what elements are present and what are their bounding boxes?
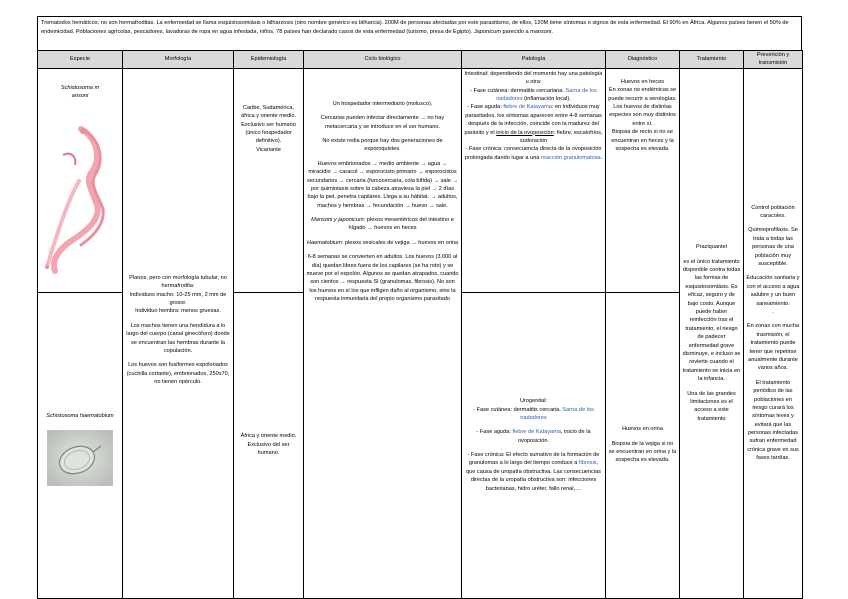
document [37, 16, 802, 599]
path-uro-acute-blue: fiebre de Katayama [512, 429, 562, 436]
path-int-title: Intestinal: dependiendo del momento hay una patología u otra: [464, 70, 603, 86]
cycle-line-1: Un hospedador intermediario (molusco). [332, 100, 433, 107]
intro-italic-mansoni: mansoni [530, 28, 552, 35]
cycle-mansoni-japonicum [306, 216, 459, 233]
morphology-line-1: Planos, pero con morfología tubular, no hermafrodita: [129, 274, 227, 290]
pathology-intestinal-cell [462, 68, 606, 292]
cycle-line-2: Cercarias pueden infectar directamente → no hay metacercaria y se introduce en el ser humano. [320, 115, 445, 130]
diag-mansoni-2: En zonas no endémicas se puede recurrir a serologías. Los huevos de distintas especies son muy distintos entre sí. [608, 87, 677, 127]
path-int-chronic-b: . [600, 154, 603, 161]
path-int-skin [464, 87, 603, 104]
intro-text: Trematodos hemáticos: no son hermafroditas. La enfermedad se llama esquistosomiásis o bilharzosis (otro nombre genérico es bilharcia). 200M de personas afectadas por este parasitismo, de ellos, 120M tiene síntomas o signos de esta enfermedad. El 90% en África. Algunos países tienen el 50% de endemicidad. Poblaciones agrícolas, pescadores, lavadoras de ropa en agua infestada, niños. 78 países han declarado casos de esta enfermedad (turismo, presa de Egipto). [41, 20, 789, 35]
treatment-drug: Praziquantel [695, 244, 728, 251]
header-prevencion: Prevención y transmisión [744, 51, 803, 69]
path-int-acute [464, 103, 603, 145]
pathology-urogenital-cell [462, 292, 606, 598]
path-int-skin-b: (inflamación local). [522, 95, 571, 102]
cycle-mj-italic: Mansoni y japonicum [311, 217, 364, 224]
diag-haem-1: Huevos en orina [622, 426, 663, 433]
morphology-line-3: Individuo hembra: menos gruesas. [135, 308, 221, 315]
species-haematobium-name: Schistosoma haematobium [46, 412, 114, 419]
cycle-line-3: No existe redia porque hay dos generaciones de esporoquistes. [322, 137, 443, 153]
header-morfologia: Morfología [123, 51, 234, 69]
intro-tail: parecido a [500, 28, 531, 35]
epi-haem-1: África y oriente medio. [240, 433, 297, 440]
cycle-mj-text: : plexos mesentéricos del intestino e hígado → huevos en heces [348, 217, 454, 232]
cycle-h-italic: Haematobium [306, 239, 342, 246]
morphology-line-4: Los machos tienen una hendidura a lo largo del cuerpo (canal ginecóforo) donde se encuentran las hembras durante la copulación. [126, 322, 230, 354]
epi-mansoni-3: Vicariante [256, 146, 281, 153]
treatment-cell [680, 68, 744, 598]
diagnosis-mansoni-cell [606, 68, 680, 292]
path-uro-chronic-b: , que causa de uropatía obstructiva. Las consecuencias directas de la uropatía obstructiva son: infecciones bacterianas, hidro uréter, fallo renal, ... [466, 460, 601, 492]
intro-paragraph [37, 16, 802, 50]
prevention-cell [744, 68, 803, 598]
path-int-acute-blue: fiebre de Katayama [503, 104, 552, 111]
prevention-3: Educación sanitaria y con el acceso a agua salubre y un buen saneamiento. [746, 275, 800, 307]
path-uro-title: Urogenital: [519, 398, 548, 405]
path-int-acute-a: - Fase aguda: [467, 104, 504, 111]
path-uro-chronic-a: - Fase crónica: El efecto sumativo de la formación de granulomas a lo largo del tiempo conduce a [467, 452, 600, 467]
path-int-chronic [464, 145, 603, 162]
prevention-2: Quimioprofilaxis. Se trata a todas las personas de una población muy susceptible. [748, 227, 798, 268]
header-epidemiologia: Epidemiología [234, 51, 304, 69]
header-especie: Especie [38, 51, 123, 69]
row-mansoni [38, 68, 803, 292]
path-int-acute-c: : fiebre, escalofríos, sudoración [519, 129, 603, 144]
prevention-5: En zonas con mucha trasmisión, el tratamiento puede tener que repetirse anualmente durante varios años. [746, 323, 800, 372]
morphology-line-2: Individuos macho: 10-25 mm, 2 mm de grosor. [129, 291, 227, 306]
epi-mansoni-1: Caribe, Sudamérica, áfrica y oriente medio. [240, 104, 297, 120]
diag-mansoni-3: Biopsia de recto si no se encuentran en heces y la sospecha es elevada. [611, 129, 674, 152]
prevention-4: . [772, 309, 774, 315]
path-uro-acute [464, 428, 603, 445]
schistosoma-haematobium-image [47, 430, 113, 486]
path-int-acute-ul: inicio de la ovoposición [496, 129, 554, 136]
intro-italic-japonicum: Japonicum [473, 28, 501, 35]
species-haematobium-cell [38, 292, 123, 598]
header-patologia: Patología [462, 51, 606, 69]
path-uro-chronic [464, 451, 603, 493]
path-uro-skin-a: - Fase cutánea: dermatitis cercaria. [473, 406, 563, 413]
diag-mansoni-1: Huevos en heces [620, 78, 665, 85]
species-mansoni-cell [38, 68, 123, 292]
path-uro-skin [464, 406, 603, 423]
path-uro-skin-blue: Sarna de los nadadores [520, 406, 594, 421]
header-tratamiento: Tratamiento [680, 51, 744, 69]
cycle-cell [304, 68, 462, 598]
prevention-1: Control población caracoles. [751, 204, 795, 220]
cycle-h-text: : plexos vesicales de vejiga → huevos en orina [341, 239, 459, 246]
header-diagnostico: Diagnóstico [606, 51, 680, 69]
species-mansoni-name: Schistosoma m ansoni [60, 84, 100, 100]
path-int-chronic-a: - Fase crónica: consecuencia directa de la ovoposición prolongada dando lugar a una [464, 146, 602, 161]
path-uro-acute-a: - Fase aguda: [476, 429, 513, 436]
treatment-limitation: Una de las grandes limitaciones es el acceso a este tratamiento [687, 390, 736, 422]
diag-haem-2: Biopsia de la vejiga si no se encuentran en orina y la sospecha es elevada. [608, 440, 677, 464]
trematodes-table [37, 50, 803, 599]
cycle-haematobium [306, 239, 459, 247]
path-uro-chronic-blue: fibrosis [578, 460, 597, 467]
cycle-line-4: Huevos embrionados → medio ambiente → agua → miracidio → caracol → esporocisto primario → esporocistos secundarios → cercaria (furcocercaria, cola bífida) → sale → por quimiotaxis sobre la cabeza atraviesa la piel → 2 días bajo la piel, penetra capilares. Llega a su hábitat. → adultos, machos y hembras → fecundación → huevo → sale. [306, 160, 459, 209]
schistosoma-mansoni-image [41, 121, 119, 291]
path-int-chronic-blue: reacción granulomatosa [540, 154, 601, 161]
epi-haem-2: Exclusivo del ser humano. [247, 441, 290, 457]
intro-end: . [551, 28, 553, 35]
prevention-6: El tratamiento periódico de las poblaciones en riesgo curará los síntomas leves y evitará que las personas infectadas sufran enfermedad crónica grave en sus fases tardías. [747, 379, 799, 462]
path-int-acute-b: : en individuos muy parasitados, los síntomas aparecen entre 4-8 semanas después de la infección, coincide con la madurez del parásito y el [464, 104, 602, 136]
treatment-description: es el único tratamiento disponible contra todas las formas de esquistosomiásis. Es eficaz, seguro y de bajo costo. Aunque puede haber reinfección tras el tratamiento, el riesgo de padecer enfermedad grave disminuye, e incluso se revierte cuando el tratamiento se inicia en la infancia. [682, 258, 741, 383]
path-uro-acute-b: , inicio de la ovoposición. [517, 429, 591, 444]
epidemiology-haematobium-cell [234, 292, 304, 598]
header-ciclo: Ciclo biológico [304, 51, 462, 69]
morphology-line-5: Los huevos son fusiformes espolonados (cuchilla cortante), embrionados, 250x70, no tienen opérculo. [126, 362, 230, 386]
header-row [38, 51, 803, 69]
epidemiology-mansoni-cell [234, 68, 304, 292]
path-int-skin-blue: Sarna de los nadadores [496, 87, 597, 102]
diagnosis-haematobium-cell [606, 292, 680, 598]
cycle-final: 6-8 semanas se convierten en adultos. Los huevos (3.000 al día) quedan libres fuera de los capilares (se ha roto) y se mueve por el espolón. Algunos se quedan atrapados, cuando son cientos → respuesta SI (granulomas, fibrosis). No son los huevos en sí los que infligen daño al organismo, sino la respuesta inmunitaria del propio organismo parasitado [306, 254, 459, 303]
epi-mansoni-2: Exclusivo ser humano (único hospedador definitivo). [241, 121, 296, 145]
morphology-cell [123, 68, 234, 598]
path-int-skin-a: - Fase cutánea: dermatitis cercariana. [470, 87, 566, 94]
